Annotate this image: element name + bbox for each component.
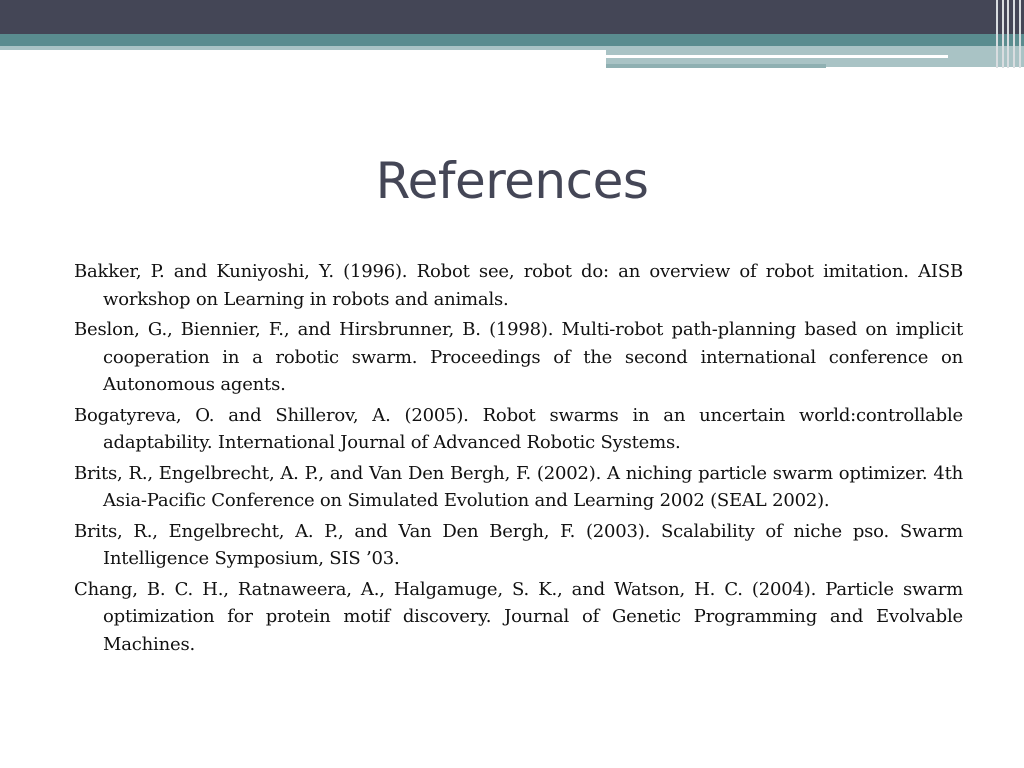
reference-item: Bakker, P. and Kuniyoshi, Y. (1996). Robot see, robot do: an overview of robot imitation. AISB workshop on Learning in robots and animals.: [74, 261, 963, 310]
header-band-light: [0, 46, 606, 50]
reference-item: Brits, R., Engelbrecht, A. P., and Van Den Bergh, F. (2002). A niching particle swarm optimizer. 4th Asia-Pacific Conference on Simulated Evolution and Learning 2002 (SEAL 2002).: [74, 462, 963, 511]
header-accent-line: [606, 55, 948, 58]
header-band-dark: [0, 0, 1024, 34]
header-band-teal: [0, 34, 1024, 46]
reference-item: Brits, R., Engelbrecht, A. P., and Van Den Bergh, F. (2003). Scalability of niche pso. Swarm Intelligence Symposium, SIS ’03.: [74, 520, 963, 569]
reference-item: Bogatyreva, O. and Shillerov, A. (2005). Robot swarms in an uncertain world:controllable adaptability. International Journal of Advanced Robotic Systems.: [74, 404, 963, 453]
reference-item: Beslon, G., Biennier, F., and Hirsbrunner, B. (1998). Multi-robot path-planning based on implicit cooperation in a robotic swarm. Proceedings of the second international conference on Autonomous agents.: [74, 319, 963, 395]
header-accent-line-short: [606, 64, 826, 68]
header-vertical-stripes: [994, 0, 1024, 68]
references-list: [74, 258, 963, 661]
slide-title: References: [375, 152, 649, 210]
reference-item: Chang, B. C. H., Ratnaweera, A., Halgamuge, S. K., and Watson, H. C. (2004). Particle swarm optimization for protein motif discovery. Journal of Genetic Programming and Evolvable Machines.: [74, 578, 963, 655]
